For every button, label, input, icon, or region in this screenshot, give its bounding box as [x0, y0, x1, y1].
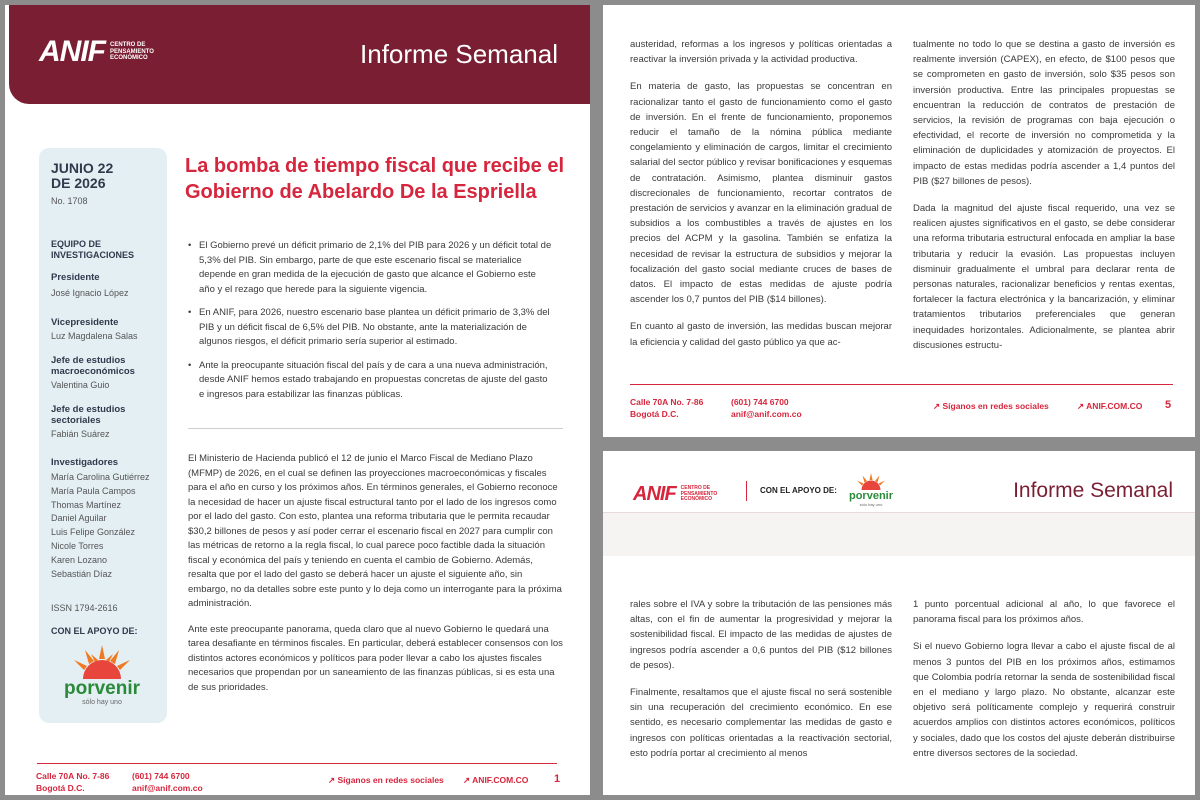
investigator: Sebastián Díaz: [51, 568, 113, 579]
paragraph: tualmente no todo lo que se destina a gasto de inversión es realmente inversión (CAPEX), en efecto, de $100 pesos que se comprometen en gasto de inversión, solo $35 pesos son inversión productiva. Entre las principales propuestas se encuentran la reducción de contratos de prestación de servicios, la revisión de programas con baja ejecución o efectividad, el recorte de inversión no comprometida y la eliminación de duplicidades y atomización de proyectos. El impacto de estas medidas podría ascender a 1,4 puntos del PIB ($27 billones de pesos).: [913, 39, 1175, 187]
investigator: Daniel Aguilar: [51, 513, 107, 524]
paragraph: Dada la magnitud del ajuste fiscal requerido, una vez se realicen ajustes significativos en el gasto, se debe considerar una reforma tributaria estructural enfocada en ampliar la base tributaria y reducir la evasión. Las propuestas incluyen disminuir gradualmente el umbral para declarar renta de personas naturales, racionalizar beneficios y rentas exentas, fortalecer la factura electrónica y la bancarización, y eliminar tratamientos tributarios preferenciales que generan inequidades horizontales. Adicionalmente, se plantea abrir discusiones estructu-: [913, 203, 1175, 351]
footer-address: Calle 70A No. 7-86 Bogotá D.C.: [630, 397, 704, 419]
investigator: Karen Lozano: [51, 554, 108, 565]
headline: La bomba de tiempo fiscal que recibe el Gobierno de Abelardo De la Espriella: [185, 155, 564, 203]
porvenir-name: porvenir: [63, 678, 141, 699]
role-person: Luz Magdalena Salas: [51, 331, 138, 341]
investigator: Luis Felipe González: [51, 527, 136, 538]
key-point: • En ANIF, para 2026, nuestro escenario base plantea un déficit primario de 3,3% del PIB y un déficit fiscal de 6,5% del PIB. No obstante, ante la materialización de algunos riesgos, el déficit primario sería superior al estimado.: [188, 306, 553, 350]
footer-phone: (601) 744 6700: [731, 397, 789, 407]
role-label: Vicepresidente: [51, 317, 119, 328]
text-column-right: [913, 37, 1175, 365]
support-label: CON EL APOYO DE:: [51, 626, 138, 636]
article-body: [188, 452, 563, 706]
footer-contact: [731, 396, 802, 420]
investigator: Thomas Martínez: [51, 499, 122, 510]
key-point: • Ante la preocupante situación fiscal del país y de cara a una nueva administración, desde ANIF hemos estado trabajando en propuestas concretas de ajuste del gasto e ingresos para estabilizar las finanzas públicas.: [188, 359, 553, 403]
report-page-6: [603, 451, 1195, 795]
text-column-right: [913, 597, 1175, 773]
porvenir-tagline: sólo hay uno: [859, 502, 883, 507]
paragraph: Ante este preocupante panorama, queda claro que al nuevo Gobierno le quedará una tarea desafiante en términos fiscales. En particular, deberá establecer consensos con los distintos actores económicos y políticos para poder llevar a cabo los ajustes fiscales necesarios que propendan por un saneamiento de las finanzas públicas, si es esta una de sus prioridades.: [188, 623, 563, 693]
role-person: Fabián Suárez: [51, 429, 110, 439]
footer-address: Calle 70A No. 7-86 Bogotá D.C.: [36, 771, 110, 793]
role-person: José Ignacio López: [51, 288, 129, 298]
anif-logo: [633, 483, 717, 506]
anif-logo-subtitle: CENTRO DE PENSAMIENTO ECONÓMICO: [110, 41, 154, 62]
issn: ISSN 1794-2616: [51, 603, 118, 613]
paragraph: En materia de gasto, las propuestas se concentran en racionalizar tanto el gasto de funcionamiento como el gasto de inversión. En el frente de funcionamiento, proponemos reducir el tamaño de la nómina pública mediante congelamiento y eliminación de cargos, limitar el crecimiento salarial del sector público y revisar bonificaciones y esquemas de contratación. Asimismo, plantea disminuir gastos discrecionales de funcionamiento, recortar contratos de prestación de servicios y avanzar en la eliminación gradual de subsidios a los combustibles a través de ajustes en los precios del ACPM y la gasolina. También se enfatiza la necesidad de revisar la estructura de subsidios y mejorar la focalización del gasto social mediante cruces de bases de datos. El impacto de estas medidas de ajuste podría ascender los 0,7 puntos del PIB ($14 billones).: [630, 81, 892, 306]
role-person: Valentina Guio: [51, 380, 110, 390]
footer-contact: [132, 770, 203, 794]
paragraph: austeridad, reformas a los ingresos y políticas orientadas a reactivar la inversión privada y la actividad productiva.: [630, 39, 892, 66]
anif-logo-text: ANIF: [633, 483, 676, 505]
website-link[interactable]: ↗ ANIF.COM.CO: [463, 775, 529, 785]
investigator: María Carolina Gutiérrez: [51, 472, 150, 482]
porvenir-tagline: sólo hay uno: [82, 699, 122, 706]
paragraph: Si el nuevo Gobierno logra llevar a cabo el ajuste fiscal de al menos 3 puntos del PIB en los próximos años, estimamos que Colombia podría retornar la senda de sostenibilidad fiscal en el mediano y largo plazo. No obstante, alcanzar este objetivo será políticamente complejo y requerirá construir acuerdos amplios con distintos actores económicos, políticos y sociales, dado que los costos del ajuste deberán distribuirse entre diversos sectores de la sociedad.: [913, 641, 1175, 759]
team-title: EQUIPO DE INVESTIGACIONES: [51, 239, 135, 260]
header-band: [603, 512, 1195, 556]
sun-icon: [71, 645, 133, 679]
text-column-left: [630, 37, 892, 362]
page-header: [9, 5, 590, 104]
page-number: 1: [554, 773, 561, 785]
investigator: Nicole Torres: [51, 540, 104, 551]
footer-phone: (601) 744 6700: [132, 771, 190, 781]
role-label: Jefe de estudios macroeconómicos: [51, 355, 135, 377]
sidebar: [39, 148, 167, 723]
issue-date: JUNIO 22 DE 2026: [51, 160, 114, 191]
investigators-list: [51, 471, 165, 581]
porvenir-logo: [57, 645, 147, 706]
anif-logo-subtitle: CENTRO DE PENSAMIENTO ECONÓMICO: [680, 484, 718, 503]
footer-email-link[interactable]: anif@anif.com.co: [132, 783, 203, 793]
footer-rule: [630, 384, 1173, 385]
page-number: 5: [1165, 399, 1172, 411]
report-page-5: [603, 5, 1195, 437]
paragraph: rales sobre el IVA y sobre la tributación de las pensiones más altas, con el fin de aumentar la progresividad y mejorar la sostenibilidad fiscal. El impacto de las medidas de ajustes de ingresos podría ascender a 0,6 puntos del PIB ($12 billones de pesos).: [630, 599, 892, 671]
text-column-left: [630, 597, 892, 773]
paragraph: El Ministerio de Hacienda publicó el 12 de junio el Marco Fiscal de Mediano Plazo (MFMP) de 2026, en el cual se definen las proyecciones macroeconómicas y fiscales para el año en curso y los próximos años. En términos generales, el Gobierno reconoce la necesidad de hacer un ajuste fiscal estructural tanto por el lado de los ingresos como por el lado del gasto. Con esto, plantea una reforma tributaria que le permita recaudar $30,2 billones de pesos y así poder cerrar el escenario fiscal en 2027 para cumplir con las métricas de retorno a la regla fiscal, lo cual parece poco factible dada la situación fiscal y económica del país y teniendo en cuenta el cambio de Gobierno. Además, resalta que por el lado del gasto se deberá hacer un ajuste el siguiente año, sin embargo, no da detalles sobre este punto y lo deja como un interrogante para la próxima administración.: [188, 453, 562, 609]
social-link[interactable]: ↗ Síganos en redes sociales: [933, 401, 1049, 411]
investigator: María Paula Campos: [51, 485, 136, 496]
divider: [188, 428, 563, 429]
footer-rule: [37, 763, 557, 764]
paragraph: En cuanto al gasto de inversión, las medidas buscan mejorar la eficiencia y calidad del gasto público ya que ac-: [630, 321, 892, 348]
key-point: • El Gobierno prevé un déficit primario de 2,1% del PIB para 2026 y un déficit total de 5,3% del PIB. Sin embargo, parte de que este escenario fiscal se materialice depende en gran medida de la ejecución de gasto que alcance el Gobierno este año y el rezago que herede para la siguiente vigencia.: [188, 239, 553, 297]
page-header: [603, 451, 1195, 556]
header-separator: [746, 481, 747, 501]
footer-email-link[interactable]: anif@anif.com.co: [731, 409, 802, 419]
paragraph: Finalmente, resaltamos que el ajuste fiscal no será sostenible sin una recuperación del crecimiento económico. En ese sentido, es necesario complementar las medidas de gasto e ingresos con políticas orientadas a la reactivación sectorial, esto podría portar al crecimiento al menos: [630, 687, 892, 759]
page-title: Informe Semanal: [360, 39, 558, 69]
porvenir-logo: [847, 473, 895, 507]
report-page-1: [5, 5, 590, 795]
role-label: Jefe de estudios sectoriales: [51, 404, 126, 426]
key-points: [188, 239, 553, 411]
social-link[interactable]: ↗ Síganos en redes sociales: [328, 775, 444, 785]
anif-logo-text: ANIF: [39, 35, 105, 68]
website-link[interactable]: ↗ ANIF.COM.CO: [1077, 401, 1143, 411]
page-title: Informe Semanal: [1013, 479, 1173, 502]
porvenir-name: porvenir: [848, 490, 893, 502]
issue-number: No. 1708: [51, 196, 88, 206]
sun-icon: [855, 473, 887, 490]
paragraph: 1 punto porcentual adicional al año, lo que favorece el panorama fiscal para los próximos años.: [913, 599, 1175, 626]
role-label: Presidente: [51, 272, 100, 283]
anif-logo: [39, 35, 154, 69]
support-label: CON EL APOYO DE:: [760, 486, 837, 495]
investigators-title: Investigadores: [51, 457, 119, 468]
